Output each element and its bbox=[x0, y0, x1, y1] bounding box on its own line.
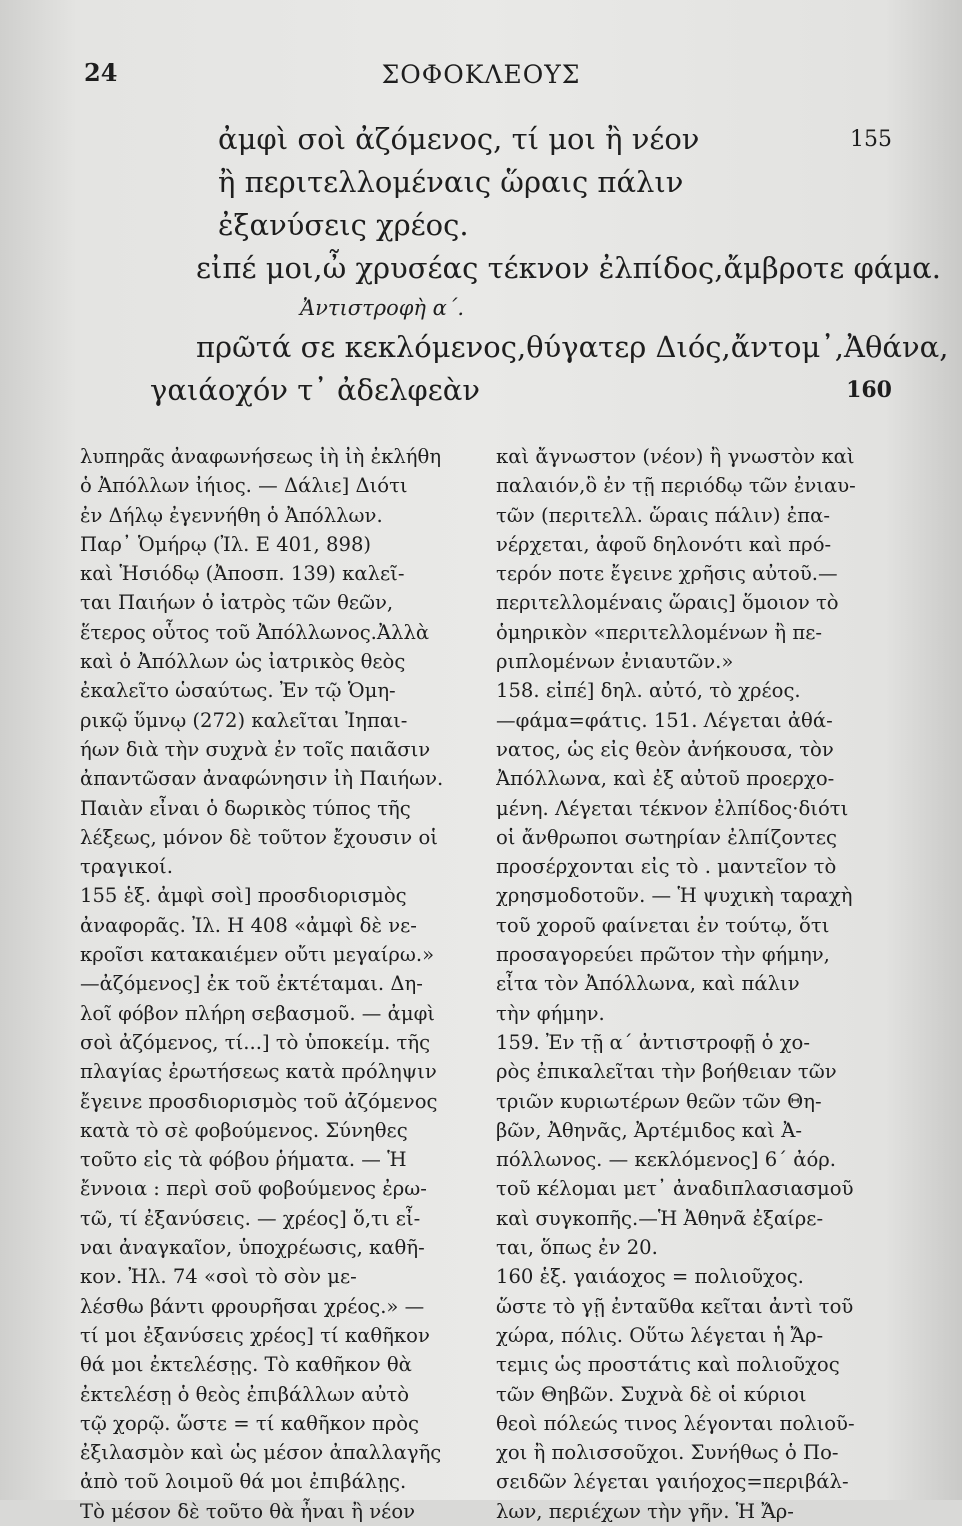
strophe-heading: Ἀντιστροφὴ α΄. bbox=[300, 296, 465, 320]
commentary-line: κροῖσι κατακαιέμεν οὔτι μεγαίρω.» bbox=[80, 943, 435, 967]
commentary-line: Παρ᾽ Ὁμήρῳ (Ἰλ. Ε 401, 898) bbox=[80, 532, 372, 556]
commentary-line: παλαιόν,ὃ ἐν τῇ περιόδῳ τῶν ἐνιαυ- bbox=[496, 474, 856, 498]
commentary-line: καὶ Ἡσιόδῳ (Ἀποσπ. 139) καλεῖ- bbox=[80, 562, 405, 586]
commentary-line: τῶ, τί ἐξανύσεις. — χρέος] ὅ,τι εἶ- bbox=[80, 1206, 421, 1230]
commentary-line: πλαγίας ἐρωτήσεως κατὰ πρόληψιν bbox=[80, 1060, 437, 1084]
commentary-line: ναι ἀναγκαῖον, ὑποχρέωσις, καθῆ- bbox=[80, 1236, 425, 1260]
commentary-line: νέρχεται, ἀφοῦ δηλονότι καὶ πρό- bbox=[496, 532, 832, 556]
verse-line: ἐξανύσεις χρέος. bbox=[218, 208, 469, 242]
commentary-line: κατὰ τὸ σὲ φοβούμενος. Σύνηθες bbox=[80, 1118, 408, 1142]
commentary-line: ἐκτελέσῃ ὁ θεὸς ἐπιβάλλων αὐτὸ bbox=[80, 1382, 409, 1406]
commentary-line: ὁ Ἀπόλλων ἰήιος. — Δάλιε] Διότι bbox=[80, 474, 408, 498]
commentary-line: οἱ ἄνθρωποι σωτηρίαν ἐλπίζοντες bbox=[496, 825, 838, 849]
commentary-line: ἐξιλασμὸν καὶ ὡς μέσον ἀπαλλαγῆς bbox=[80, 1441, 442, 1465]
commentary-line: ἕτερος οὗτος τοῦ Ἀπόλλωνος.Ἀλλὰ bbox=[80, 620, 430, 644]
commentary-line: τριῶν κυριωτέρων θεῶν τῶν Θη- bbox=[496, 1089, 822, 1113]
commentary-line: τῶν (περιτελλ. ὥραις πάλιν) ἐπα- bbox=[496, 503, 830, 527]
commentary-line: τερόν ποτε ἔγεινε χρῆσις αὐτοῦ.— bbox=[496, 562, 838, 586]
commentary-line: Τὸ μέσον δὲ τοῦτο θὰ ἦναι ἢ νέον bbox=[80, 1499, 416, 1523]
verse-line: ἢ περιτελλομέναις ὥραις πάλιν bbox=[218, 165, 684, 199]
verse-line: γαιάοχόν τ᾽ ἀδελφεὰν 160 bbox=[150, 369, 910, 412]
commentary-line: ἀναφορᾶς. Ἰλ. Η 408 «ἀμφὶ δὲ νε- bbox=[80, 913, 417, 937]
commentary-line: λέξεως, μόνον δὲ τοῦτον ἔχουσιν οἱ bbox=[80, 825, 438, 849]
line-number: 155 bbox=[850, 127, 892, 152]
commentary-line: καὶ ἄγνωστον (νέον) ἢ γνωστὸν καὶ bbox=[496, 445, 855, 468]
commentary-line: τεμις ὡς προστάτις καὶ πολιοῦχος bbox=[496, 1353, 840, 1377]
commentary-right-column bbox=[496, 442, 880, 1526]
commentary-line: καὶ συγκοπῆς.—Ἡ Ἀθηνᾶ ἐξαίρε- bbox=[496, 1206, 824, 1230]
commentary-line: χώρα, πόλις. Οὕτω λέγεται ἡ Ἄρ- bbox=[496, 1323, 824, 1347]
commentary-line: λων, περιέχων τὴν γῆν. Ἡ Ἄρ- bbox=[496, 1499, 794, 1523]
commentary-line: χοι ἢ πολισσοῦχοι. Συνήθως ὁ Πο- bbox=[496, 1441, 839, 1465]
commentary-line: περιτελλομέναις ὥραις] ὅμοιον τὸ bbox=[496, 591, 839, 615]
commentary-line: 155 ἑξ. ἀμφὶ σοὶ] προσδιορισμὸς bbox=[80, 884, 407, 908]
commentary-line: τὴν φήμην. bbox=[496, 1001, 605, 1025]
running-head: ΣΟΦΟΚΛΕΟΥΣ bbox=[381, 60, 581, 89]
commentary-line: λοῖ φόβον πλήρη σεβασμοῦ. — ἀμφὶ bbox=[80, 1001, 435, 1025]
commentary-line: τοῦ κέλομαι μετ᾽ ἀναδιπλασιασμοῦ bbox=[496, 1177, 854, 1201]
commentary-line: λυπηρᾶς ἀναφωνήσεως ἰὴ ἰὴ ἐκλήθη bbox=[80, 445, 442, 468]
commentary-line: Παιὰν εἶναι ὁ δωρικὸς τύπος τῆς bbox=[80, 796, 411, 820]
commentary-line: 159. Ἐν τῇ α΄ ἀντιστροφῇ ὁ χο- bbox=[496, 1030, 810, 1054]
line-number: 160 bbox=[846, 377, 892, 403]
commentary-line: 160 ἑξ. γαιάοχος = πολιοῦχος. bbox=[496, 1265, 804, 1289]
commentary-line: ἀπαντῶσαν ἀναφώνησιν ἰὴ Παιήων. bbox=[80, 767, 444, 791]
commentary-line: τῶν Θηβῶν. Συχνὰ δὲ οἱ κύριοι bbox=[496, 1382, 807, 1406]
verse-block bbox=[150, 118, 949, 412]
commentary-line: ἀπὸ τοῦ λοιμοῦ θά μοι ἐπιβάλῃς. bbox=[80, 1470, 407, 1494]
commentary-line: πόλλωνος. — κεκλόμενος] 6΄ ἀόρ. bbox=[496, 1148, 837, 1172]
commentary-line: βῶν, Ἀθηνᾶς, Ἀρτέμιδος καὶ Ἀ- bbox=[496, 1118, 802, 1142]
page-number: 24 bbox=[84, 58, 118, 87]
commentary-line: θά μοι ἐκτελέσῃς. Τὸ καθῆκον θὰ bbox=[80, 1353, 412, 1377]
commentary-line: ἔγεινε προσδιορισμὸς τοῦ ἀζόμενος bbox=[80, 1089, 438, 1113]
commentary-line: χρησμοδοτοῦν. — Ἡ ψυχικὴ ταραχὴ bbox=[496, 884, 853, 908]
commentary-line: ται, ὅπως ἐν 20. bbox=[496, 1236, 658, 1260]
commentary-line: —ἀζόμενος] ἐκ τοῦ ἐκτέταμαι. Δη- bbox=[80, 972, 423, 996]
commentary-line: —φάμα=φάτις. 151. Λέγεται ἀθά- bbox=[496, 708, 833, 732]
page-header bbox=[0, 58, 962, 98]
commentary-line: νατος, ὡς εἰς θεὸν ἀνήκουσα, τὸν bbox=[496, 737, 834, 761]
commentary-line: καὶ ὁ Ἀπόλλων ὡς ἰατρικὸς θεὸς bbox=[80, 650, 406, 674]
commentary-line: ὥστε τὸ γῇ ἐνταῦθα κεῖται ἀντὶ τοῦ bbox=[496, 1294, 854, 1318]
commentary-line: τοῦ χοροῦ φαίνεται ἐν τούτῳ, ὅτι bbox=[496, 913, 830, 937]
commentary-line: τοῦτο εἰς τὰ φόβου ῥήματα. — Ἡ bbox=[80, 1148, 407, 1172]
commentary-line: θεοὶ πόλεώς τινος λέγονται πολιοῦ- bbox=[496, 1411, 855, 1435]
commentary-line: ἐν Δήλῳ ἐγεννήθη ὁ Ἀπόλλων. bbox=[80, 503, 383, 527]
commentary-line: ρὸς ἐπικαλεῖται τὴν βοήθειαν τῶν bbox=[496, 1060, 837, 1084]
commentary-line: προσαγορεύει πρῶτον τὴν φήμην, bbox=[496, 943, 830, 967]
commentary-line: ἔννοια : περὶ σοῦ φοβούμενος ἐρω- bbox=[80, 1177, 427, 1201]
commentary-line: ἐκαλεῖτο ὡσαύτως. Ἐν τῷ Ὁμη- bbox=[80, 679, 396, 703]
verse-line: εἰπέ μοι,ὦ χρυσέας τέκνον ἐλπίδος,ἄμβροτε φάμα. bbox=[196, 251, 941, 285]
commentary-line: προσέρχονται εἰς τὸ . μαντεῖον τὸ bbox=[496, 855, 837, 879]
commentary-line: 158. εἰπέ] δηλ. αὐτό, τὸ χρέος. bbox=[496, 679, 801, 703]
verse-line: ἀμφὶ σοὶ ἀζόμενος, τί μοι ἢ νέον 155 bbox=[150, 118, 910, 161]
commentary-line: μένη. Λέγεται τέκνον ἐλπίδος·διότι bbox=[496, 796, 849, 820]
commentary-line: Ἀπόλλωνα, καὶ ἐξ αὐτοῦ προερχο- bbox=[496, 767, 835, 791]
commentary-line: τῷ χορῷ. ὥστε = τί καθῆκον πρὸς bbox=[80, 1411, 419, 1435]
commentary-line: λέσθω βάντι φρουρῆσαι χρέος.» — bbox=[80, 1294, 425, 1318]
commentary-left-column bbox=[80, 442, 476, 1526]
verse-line: πρῶτά σε κεκλόμενος,θύγατερ Διός,ἄντομ᾽,Ἀθάνα, bbox=[196, 330, 949, 364]
commentary-line: ήων διὰ τὴν συχνὰ ἐν τοῖς παιᾶσιν bbox=[80, 737, 431, 761]
commentary-line: τραγικοί. bbox=[80, 855, 173, 879]
commentary-line: τί μοι ἐξανύσεις χρέος] τί καθῆκον bbox=[80, 1323, 430, 1347]
commentary-line: ριπλομένων ἐνιαυτῶν.» bbox=[496, 650, 734, 674]
commentary-line: ρικῷ ὕμνῳ (272) καλεῖται Ἰηπαι- bbox=[80, 708, 408, 732]
commentary-line: σειδῶν λέγεται γαιήοχος=περιβάλ- bbox=[496, 1470, 849, 1494]
commentary-line: κον. Ἠλ. 74 «σοὶ τὸ σὸν με- bbox=[80, 1265, 357, 1289]
commentary-line: σοὶ ἀζόμενος, τί...] τὸ ὑποκείμ. τῆς bbox=[80, 1030, 431, 1054]
commentary-line: ται Παιήων ὁ ἰατρὸς τῶν θεῶν, bbox=[80, 591, 394, 615]
commentary-line: εἶτα τὸν Ἀπόλλωνα, καὶ πάλιν bbox=[496, 972, 800, 996]
commentary-line: ὁμηρικὸν «περιτελλομένων ἢ πε- bbox=[496, 620, 823, 644]
